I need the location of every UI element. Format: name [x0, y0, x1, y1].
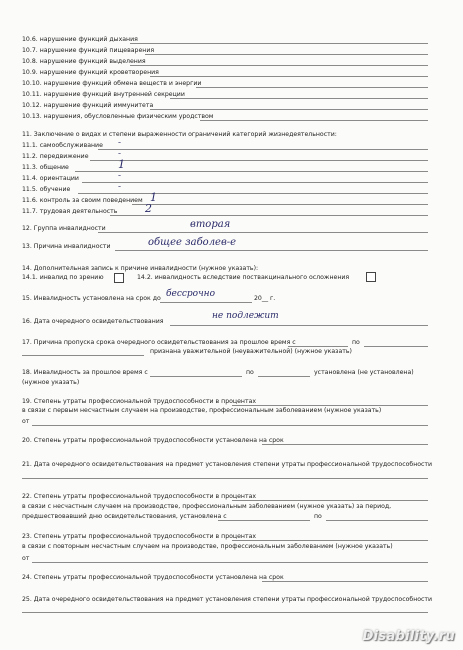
handwritten-mark: 1 [150, 191, 157, 204]
item-17-line2: признана уважительной (неуважительной) (нужное указать) [150, 348, 352, 355]
category-item: 11.3. общение [22, 164, 69, 171]
checkbox-vaccination[interactable] [366, 272, 376, 282]
item-15-label: 15. Инвалидность установлена на срок до [22, 295, 161, 302]
function-item: 10.7. нарушение функций пищеварения [22, 47, 155, 54]
fill-line [22, 478, 428, 479]
fill-line [160, 302, 252, 303]
function-item: 10.13. нарушения, обусловленные физическим уродством [22, 113, 214, 120]
item-17-po: по [352, 339, 360, 346]
handwritten-mark: 2 [145, 202, 152, 215]
item-15-year: 20__ г. [254, 295, 276, 302]
fill-line [22, 355, 144, 356]
item-19-line2: в связи с первым несчастным случаем на производстве, профессиональным заболеванием (нужное указать) [22, 407, 382, 414]
handwritten-mark: - [118, 149, 122, 159]
fill-line [32, 562, 428, 563]
fill-line [232, 540, 428, 541]
function-item: 10.8. нарушение функций выделения [22, 58, 146, 65]
function-item: 10.9. нарушение функций кроветворения [22, 69, 159, 76]
fill-line [98, 149, 428, 150]
fill-line [115, 250, 428, 251]
handwritten-mark: - [118, 138, 122, 148]
fill-line [232, 405, 428, 406]
fill-line [110, 215, 428, 216]
item-22-line1: 22. Степень утраты профессиональной трудоспособности в процентах [22, 493, 257, 500]
fill-line [130, 43, 428, 44]
fill-line [98, 232, 428, 233]
fill-line [170, 98, 428, 99]
item-18-po: по [246, 369, 254, 376]
item-23-line1: 23. Степень утраты профессиональной трудоспособности в процентах [22, 533, 257, 540]
item-18-line1: 18. Инвалидность за прошлое время с [22, 369, 148, 376]
function-item: 10.6. нарушение функций дыхания [22, 36, 138, 43]
fill-line [130, 65, 428, 66]
item-16-label: 16. Дата очередного освидетельствования [22, 318, 164, 325]
item-14-label: 14. Дополнительная запись к причине инвалидности (нужное указать): [22, 265, 259, 272]
fill-line [32, 425, 428, 426]
fill-line [218, 520, 310, 521]
section-11-title: 11. Заключение о видах и степени выраженности ограничений категорий жизнедеятельности: [22, 131, 337, 138]
item-17-line1: 17. Причина пропуска срока очередного освидетельствования за прошлое время с [22, 339, 296, 346]
fill-line [258, 376, 310, 377]
handwritten-mark: - [118, 182, 122, 192]
category-item: 11.6. контроль за своим поведением [22, 197, 143, 204]
item-22-po: по [314, 513, 322, 520]
fill-line [288, 346, 348, 347]
item-18-line2: (нужное указать) [22, 379, 80, 386]
handwritten-value: общее заболев-е [148, 237, 237, 248]
fill-line [196, 87, 428, 88]
category-item: 11.7. трудовая деятельность [22, 208, 118, 215]
fill-line [200, 120, 428, 121]
category-item: 11.1. самообслуживание [22, 142, 103, 149]
handwritten-mark: - [118, 171, 122, 181]
item-22-line3: предшествовавший дню освидетельствования, установлена с [22, 513, 227, 520]
item-20: 20. Степень утраты профессиональной трудоспособности установлена на срок [22, 437, 284, 444]
fill-line [262, 444, 428, 445]
item-25: 25. Дата очередного освидетельствования на предмет установления степени утраты профессиональной трудоспособности [22, 596, 433, 603]
item-21: 21. Дата очередного освидетельствования на предмет установления степени утраты профессиональной трудоспособности [22, 461, 433, 468]
item-19-line1: 19. Степень утраты профессиональной трудоспособности в процентах [22, 398, 257, 405]
category-item: 11.4. ориентации [22, 175, 79, 182]
fill-line [145, 54, 428, 55]
fill-line [150, 109, 428, 110]
fill-line [170, 325, 428, 326]
watermark: Disability.ru [362, 629, 455, 644]
fill-line [78, 193, 428, 194]
fill-line [232, 500, 428, 501]
function-item: 10.10. нарушение функций обмена веществ и энергии [22, 80, 202, 87]
fill-line [82, 182, 428, 183]
item-19-line3: от [22, 418, 30, 425]
category-item: 11.5. обучение [22, 186, 71, 193]
handwritten-value: вторая [190, 219, 231, 230]
item-23-line3: от [22, 555, 30, 562]
checkbox-vision[interactable] [114, 273, 124, 283]
fill-line [150, 76, 428, 77]
item-22-line2: в связи с несчастным случаем на производстве, профессиональным заболеванием (нужное указать) за период, [22, 503, 392, 510]
fill-line [262, 581, 428, 582]
fill-line [22, 612, 428, 613]
fill-line [75, 171, 428, 172]
function-item: 10.11. нарушение функций внутренней секреции [22, 91, 185, 98]
handwritten-value: бессрочно [166, 289, 216, 299]
item-12-label: 12. Группа инвалидности [22, 225, 106, 232]
handwritten-value: не подлежит [212, 311, 279, 321]
handwritten-mark: 1 [118, 158, 125, 171]
fill-line [364, 346, 428, 347]
item-14-opt1: 14.1. инвалид по зрению [22, 274, 104, 281]
fill-line [90, 160, 428, 161]
fill-line [150, 376, 242, 377]
item-23-line2: в связи с повторным несчастным случаем на производстве, профессиональным заболеванием (нужное указать) [22, 543, 393, 550]
function-item: 10.12. нарушение функций иммунитета [22, 102, 154, 109]
item-13-label: 13. Причина инвалидности [22, 243, 111, 250]
category-item: 11.2. передвижение [22, 153, 89, 160]
fill-line [132, 204, 428, 205]
item-18-tail: установлена (не установлена) [314, 369, 414, 376]
fill-line [326, 520, 428, 521]
item-24: 24. Степень утраты профессиональной трудоспособности установлена на срок [22, 574, 284, 581]
item-14-opt2: 14.2. инвалидность вследствие поствакцинального осложнения [137, 274, 350, 281]
